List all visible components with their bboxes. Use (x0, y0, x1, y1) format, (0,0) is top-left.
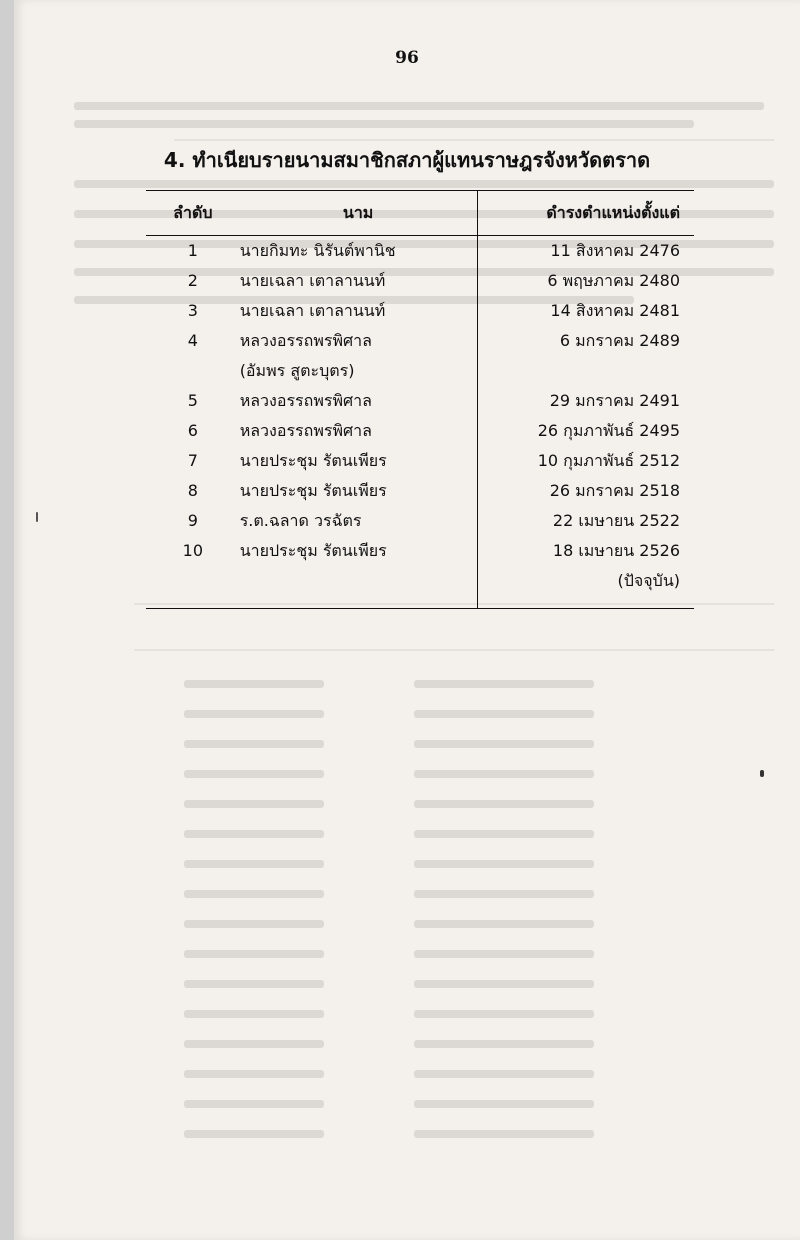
table-row (146, 506, 694, 536)
row-name-note: (อัมพร สูตะบุตร) (239, 361, 355, 380)
row-term-cell (477, 536, 694, 609)
row-term-start: 26 มกราคม 2518 (549, 481, 680, 500)
row-order: 1 (187, 241, 198, 260)
row-name: นายประชุม รัตนเพียร (240, 476, 477, 506)
row-order: 4 (187, 331, 198, 350)
row-term-start: 6 พฤษภาคม 2480 (547, 271, 680, 290)
row-term-start: 18 เมษายน 2526 (552, 541, 680, 560)
row-name: นายเฉลา เตาลานนท์ (240, 296, 477, 326)
table-header-row (146, 191, 694, 236)
row-term-start: 29 มกราคม 2491 (549, 391, 680, 410)
ink-speck (36, 512, 38, 522)
table-row (146, 266, 694, 296)
row-name: หลวงอรรถพรพิศาล (240, 416, 477, 446)
row-term-note: (ปัจจุบัน) (617, 571, 680, 590)
row-name: ร.ต.ฉลาด วรฉัตร (240, 506, 477, 536)
row-order: 8 (187, 481, 198, 500)
row-order: 7 (187, 451, 198, 470)
table-row (146, 416, 694, 446)
table-row (146, 386, 694, 416)
table-row (146, 446, 694, 476)
row-order: 10 (146, 536, 240, 609)
row-order: 3 (187, 301, 198, 320)
row-term-start: 14 สิงหาคม 2481 (550, 301, 680, 320)
members-table (146, 190, 694, 609)
row-order: 9 (187, 511, 198, 530)
document-page (14, 0, 800, 1240)
row-term-start: 10 กุมภาพันธ์ 2512 (537, 451, 680, 470)
row-order: 5 (187, 391, 198, 410)
row-term-start: 22 เมษายน 2522 (552, 511, 680, 530)
table-row (146, 536, 694, 609)
row-name: นายประชุม รัตนเพียร (240, 536, 477, 609)
row-name: นายประชุม รัตนเพียร (240, 446, 477, 476)
section-title: 4. ทำเนียบรายนามสมาชิกสภาผู้แทนราษฎรจังหวัดตราด (163, 148, 651, 172)
row-order: 2 (187, 271, 198, 290)
table-row (146, 326, 694, 386)
header-name: นาม (240, 191, 477, 236)
row-term-start: 11 สิงหาคม 2476 (550, 241, 680, 260)
row-name: นายเฉลา เตาลานนท์ (240, 266, 477, 296)
row-term-start: 26 กุมภาพันธ์ 2495 (537, 421, 680, 440)
row-name: หลวงอรรถพรพิศาล (240, 386, 477, 416)
table-row (146, 476, 694, 506)
header-term-start: ดำรงตำแหน่งตั้งแต่ (477, 191, 694, 236)
row-name-cell (240, 326, 477, 386)
ink-speck (760, 770, 764, 777)
header-order: ลำดับ (146, 191, 240, 236)
show-through-background (14, 0, 800, 1240)
row-term-start: 6 มกราคม 2489 (559, 331, 680, 350)
row-order: 6 (187, 421, 198, 440)
row-name: หลวงอรรถพรพิศาล (239, 331, 372, 350)
table-row (146, 236, 694, 267)
page-number: 96 (395, 48, 419, 68)
table-row (146, 296, 694, 326)
row-name: นายกิมทะ นิรันต์พานิช (240, 236, 477, 267)
